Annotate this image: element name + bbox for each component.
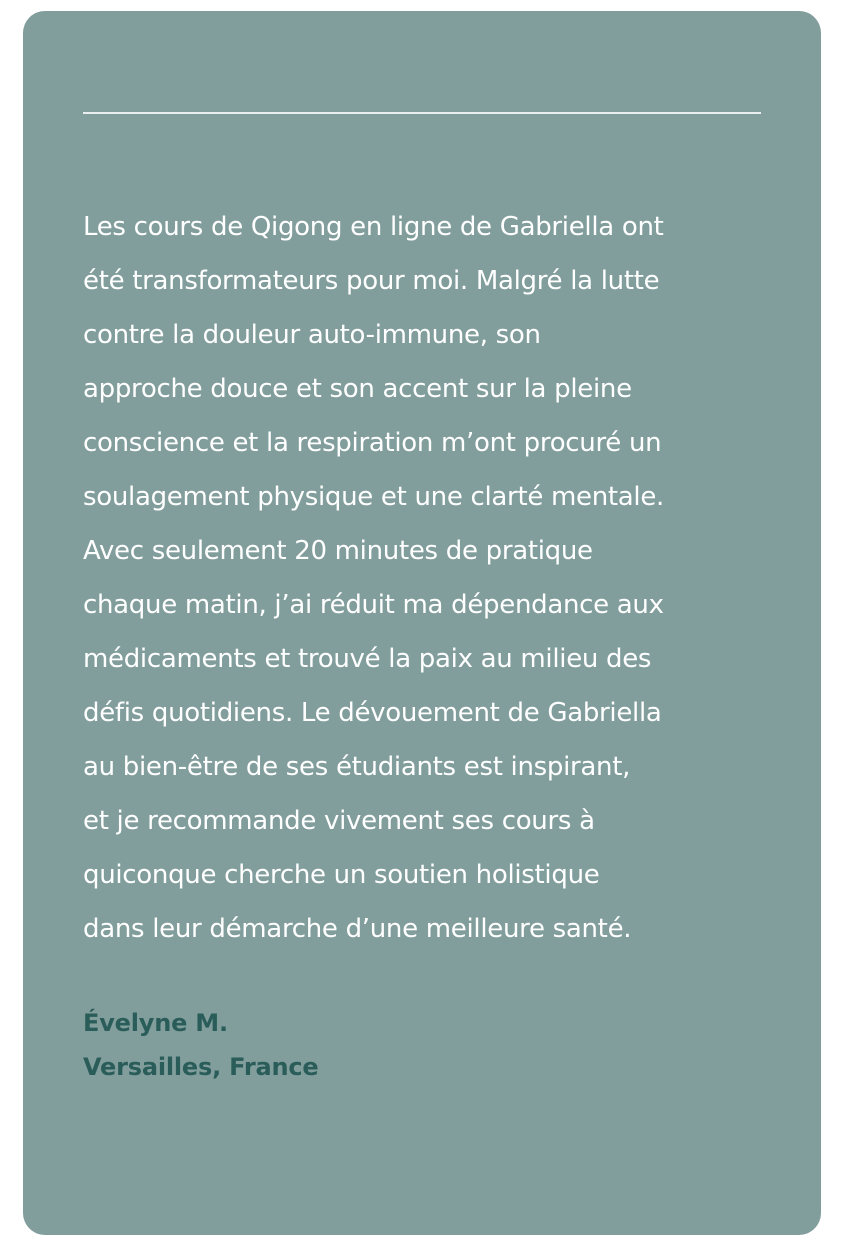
testimonial-card	[23, 11, 821, 1235]
divider	[83, 112, 761, 114]
quote-line: chaque matin, j’ai réduit ma dépendance aux	[83, 590, 664, 620]
quote-line: approche douce et son accent sur la pleine	[83, 374, 632, 404]
quote-line: et je recommande vivement ses cours à	[83, 806, 595, 836]
quote-line: contre la douleur auto-immune, son	[83, 320, 541, 350]
quote-line: conscience et la respiration m’ont procuré un	[83, 428, 662, 458]
quote-line: été transformateurs pour moi. Malgré la lutte	[83, 266, 660, 296]
quote-line: médicaments et trouvé la paix au milieu des	[83, 644, 652, 674]
quote-line: Avec seulement 20 minutes de pratique	[83, 536, 593, 566]
testimonial-author	[83, 1001, 318, 1089]
quote-line: quiconque cherche un soutien holistique	[83, 860, 600, 890]
quote-line: défis quotidiens. Le dévouement de Gabriella	[83, 698, 662, 728]
author-name: Évelyne M.	[83, 1009, 228, 1037]
testimonial-quote	[83, 200, 767, 956]
author-location: Versailles, France	[83, 1053, 319, 1081]
quote-line: dans leur démarche d’une meilleure santé.	[83, 914, 632, 944]
quote-line: soulagement physique et une clarté mentale.	[83, 482, 665, 512]
quote-line: au bien-être de ses étudiants est inspirant,	[83, 752, 631, 782]
quote-line: Les cours de Qigong en ligne de Gabriella ont	[83, 212, 664, 242]
